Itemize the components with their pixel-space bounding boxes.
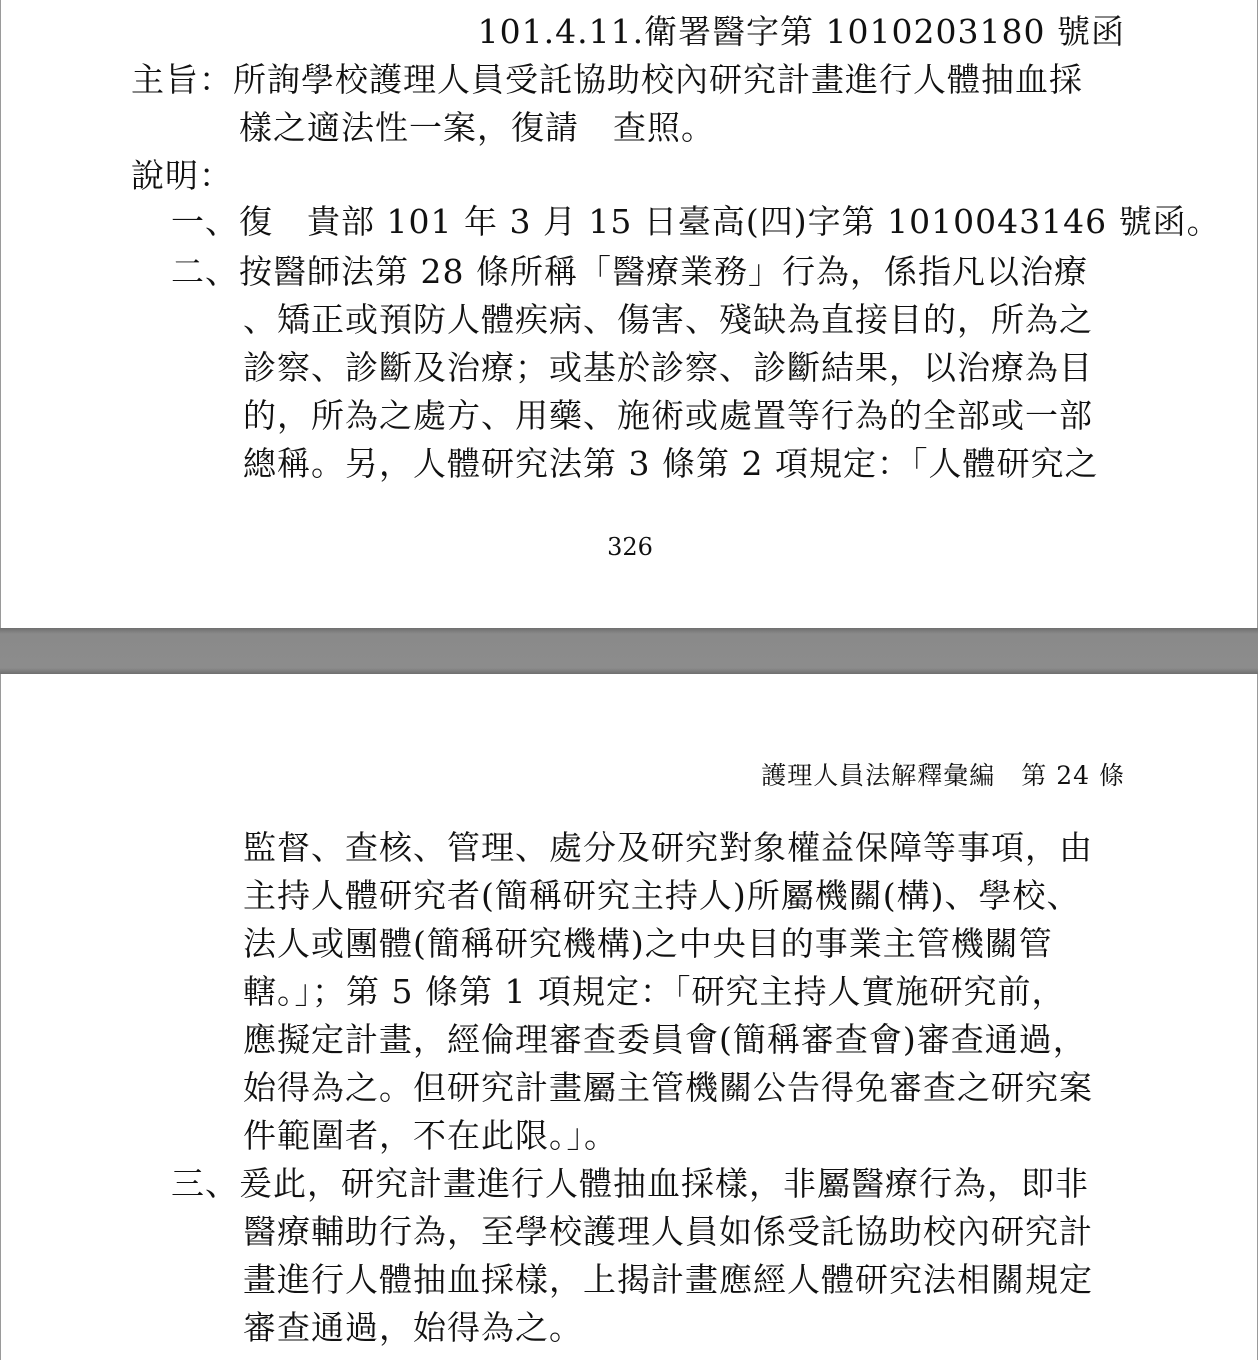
item-two-line: 轄。」；第 5 條第 1 項規定：「研究主持人實施研究前， xyxy=(243,972,1066,1011)
item-two-line: 、矯正或預防人體疾病、傷害、殘缺為直接目的，所為之 xyxy=(243,300,1093,339)
item-three-line: 審查通過，始得為之。 xyxy=(243,1308,583,1347)
subject-line-continued: 樣之適法性一案，復請 查照。 xyxy=(239,108,715,147)
item-three: 三、爰此，研究計畫進行人體抽血採樣，非屬醫療行為，即非 xyxy=(171,1164,1089,1203)
item-three-line: 醫療輔助行為，至學校護理人員如係受託協助校內研究計 xyxy=(243,1212,1093,1251)
item-two-line: 法人或團體(簡稱研究機構)之中央目的事業主管機關管 xyxy=(243,924,1053,963)
running-header: 護理人員法解釋彙編 第 24 條 xyxy=(761,761,1125,790)
item-two-line: 件範圍者，不在此限。」。 xyxy=(243,1116,618,1155)
item-two-line: 診察、診斷及治療；或基於診察、診斷結果，以治療為目 xyxy=(243,348,1093,387)
item-two: 二、按醫師法第 28 條所稱「醫療業務」行為，係指凡以治療 xyxy=(171,252,1088,291)
item-two-line: 主持人體研究者(簡稱研究主持人)所屬機關(構)、學校、 xyxy=(243,876,1081,915)
explanation-heading: 說明： xyxy=(131,156,233,195)
item-one: 一、復 貴部 101 年 3 月 15 日臺高(四)字第 1010043146 號函。 xyxy=(171,202,1221,241)
item-two-line: 應擬定計畫，經倫理審查委員會(簡稱審查會)審查通過， xyxy=(243,1020,1087,1059)
subject-line: 主旨：所詢學校護理人員受託協助校內研究計畫進行人體抽血採 xyxy=(131,60,1083,99)
document-page-upper xyxy=(0,0,1258,628)
item-two-line: 始得為之。但研究計畫屬主管機關公告得免審查之研究案 xyxy=(243,1068,1093,1107)
page-separator xyxy=(0,628,1258,674)
item-two-line: 監督、查核、管理、處分及研究對象權益保障等事項，由 xyxy=(243,828,1093,867)
item-two-line: 總稱。另，人體研究法第 3 條第 2 項規定：「人體研究之 xyxy=(243,444,1099,483)
item-three-line: 畫進行人體抽血採樣，上揭計畫應經人體研究法相關規定 xyxy=(243,1260,1093,1299)
document-page-lower xyxy=(0,674,1258,1360)
document-reference: 101.4.11.衛署醫字第 1010203180 號函 xyxy=(477,12,1125,51)
item-two-line: 的，所為之處方、用藥、施術或處置等行為的全部或一部 xyxy=(243,396,1093,435)
page-number: 326 xyxy=(607,533,653,561)
